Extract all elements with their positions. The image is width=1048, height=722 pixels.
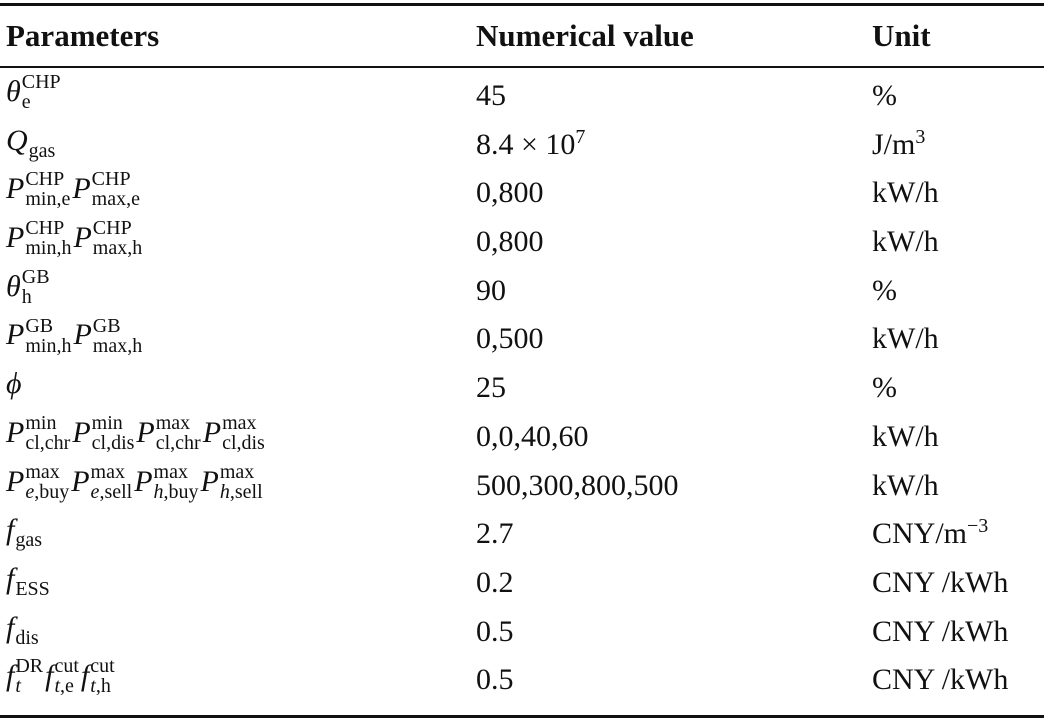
parameter-symbol: f gas [6, 513, 43, 552]
symbol-base: f [6, 659, 15, 693]
parameter-symbol: P CHP min,e P CHP max,e [6, 168, 140, 211]
parameter-symbol: f dis [6, 610, 39, 649]
symbol-base: P [200, 464, 219, 498]
parameter-symbol: f ESS [6, 561, 50, 600]
unit: kW/h [872, 468, 939, 502]
parameter-symbol: P CHP min,h P CHP max,h [6, 217, 143, 260]
parameter-symbol: θ GB h [6, 265, 50, 308]
parameter-symbol: P min cl,chr P min cl,dis P max cl,chr P max cl,dis [6, 411, 265, 454]
numerical-value: $8.4 \times 10^7$ [476, 125, 586, 161]
symbol-base: f [80, 659, 90, 693]
parameter-symbol: Q gas [6, 123, 56, 162]
header-unit: Unit [872, 18, 931, 53]
table-row [0, 267, 1044, 316]
symbol-base: θ [6, 269, 21, 303]
symbol-base: P [6, 464, 25, 498]
symbol-base: P [134, 464, 153, 498]
numerical-value: 0.2 [476, 565, 514, 599]
table-row [0, 169, 1044, 218]
numerical-value: 500,300,800,500 [476, 468, 679, 502]
table-row [0, 218, 1044, 267]
header-parameters: Parameters [6, 18, 160, 53]
parameter-symbol [6, 366, 22, 402]
table-row [0, 315, 1044, 364]
symbol-base: P [72, 415, 91, 449]
parameter-symbol: f DR t f cut t,e f cut t,h [6, 655, 115, 698]
symbol-base: ϕ [6, 367, 22, 401]
parameter-symbol: P GB min,h P GB max,h [6, 314, 143, 357]
table-row [0, 559, 1044, 608]
table-header-rule [0, 66, 1044, 68]
unit: % [872, 371, 897, 405]
unit: CNY/$m^{-3}$ [872, 515, 989, 551]
unit: % [872, 79, 897, 112]
unit: $J/m^3$ [872, 125, 926, 161]
numerical-value: 0,800 [476, 225, 544, 259]
symbol-base: P [136, 415, 155, 449]
symbol-base: P [72, 172, 91, 206]
table-row [0, 364, 1044, 413]
table-row [0, 462, 1044, 511]
unit: CNY /kWh [872, 614, 1009, 648]
numerical-value: 90 [476, 273, 506, 307]
table-header-row [0, 6, 1044, 66]
table-row [0, 510, 1044, 559]
parameter-symbol: θ CHP e [6, 71, 61, 114]
symbol-base: P [6, 221, 25, 255]
table-body [0, 72, 1044, 705]
table-row [0, 608, 1044, 657]
numerical-value: 0.5 [476, 663, 514, 697]
numerical-value: 45 [476, 79, 506, 112]
symbol-base: f [6, 513, 15, 547]
unit: kW/h [872, 225, 939, 259]
symbol-base: P [73, 221, 92, 255]
unit: kW/h [872, 419, 939, 453]
symbol-base: f [6, 610, 15, 644]
numerical-value: 0,800 [476, 176, 544, 210]
symbol-base: Q [6, 123, 28, 157]
symbol-base: P [6, 415, 25, 449]
table-row [0, 121, 1044, 170]
unit: CNY /kWh [872, 565, 1009, 599]
unit: CNY /kWh [872, 663, 1009, 697]
parameter-symbol: P max e,buy P max e,sell P max h,buy P max h,sell [6, 460, 263, 503]
unit: kW/h [872, 176, 939, 210]
symbol-base: P [71, 464, 90, 498]
header-numerical-value: Numerical value [476, 18, 694, 53]
unit: kW/h [872, 322, 939, 356]
symbol-base: θ [6, 75, 21, 108]
table-row [0, 656, 1044, 705]
table-bottom-rule [0, 715, 1044, 718]
table-row [0, 413, 1044, 462]
symbol-base: P [73, 318, 92, 352]
numerical-value: 2.7 [476, 517, 514, 551]
numerical-value: 0,500 [476, 322, 544, 356]
symbol-base: P [6, 318, 25, 352]
symbol-base: P [202, 415, 222, 449]
table-row [0, 72, 1044, 121]
unit: % [872, 273, 897, 307]
numerical-value: 25 [476, 371, 506, 405]
numerical-value: 0.5 [476, 614, 514, 648]
symbol-base: f [6, 561, 15, 595]
symbol-base: f [45, 659, 54, 693]
symbol-base: P [6, 172, 25, 206]
numerical-value: 0,0,40,60 [476, 419, 589, 453]
